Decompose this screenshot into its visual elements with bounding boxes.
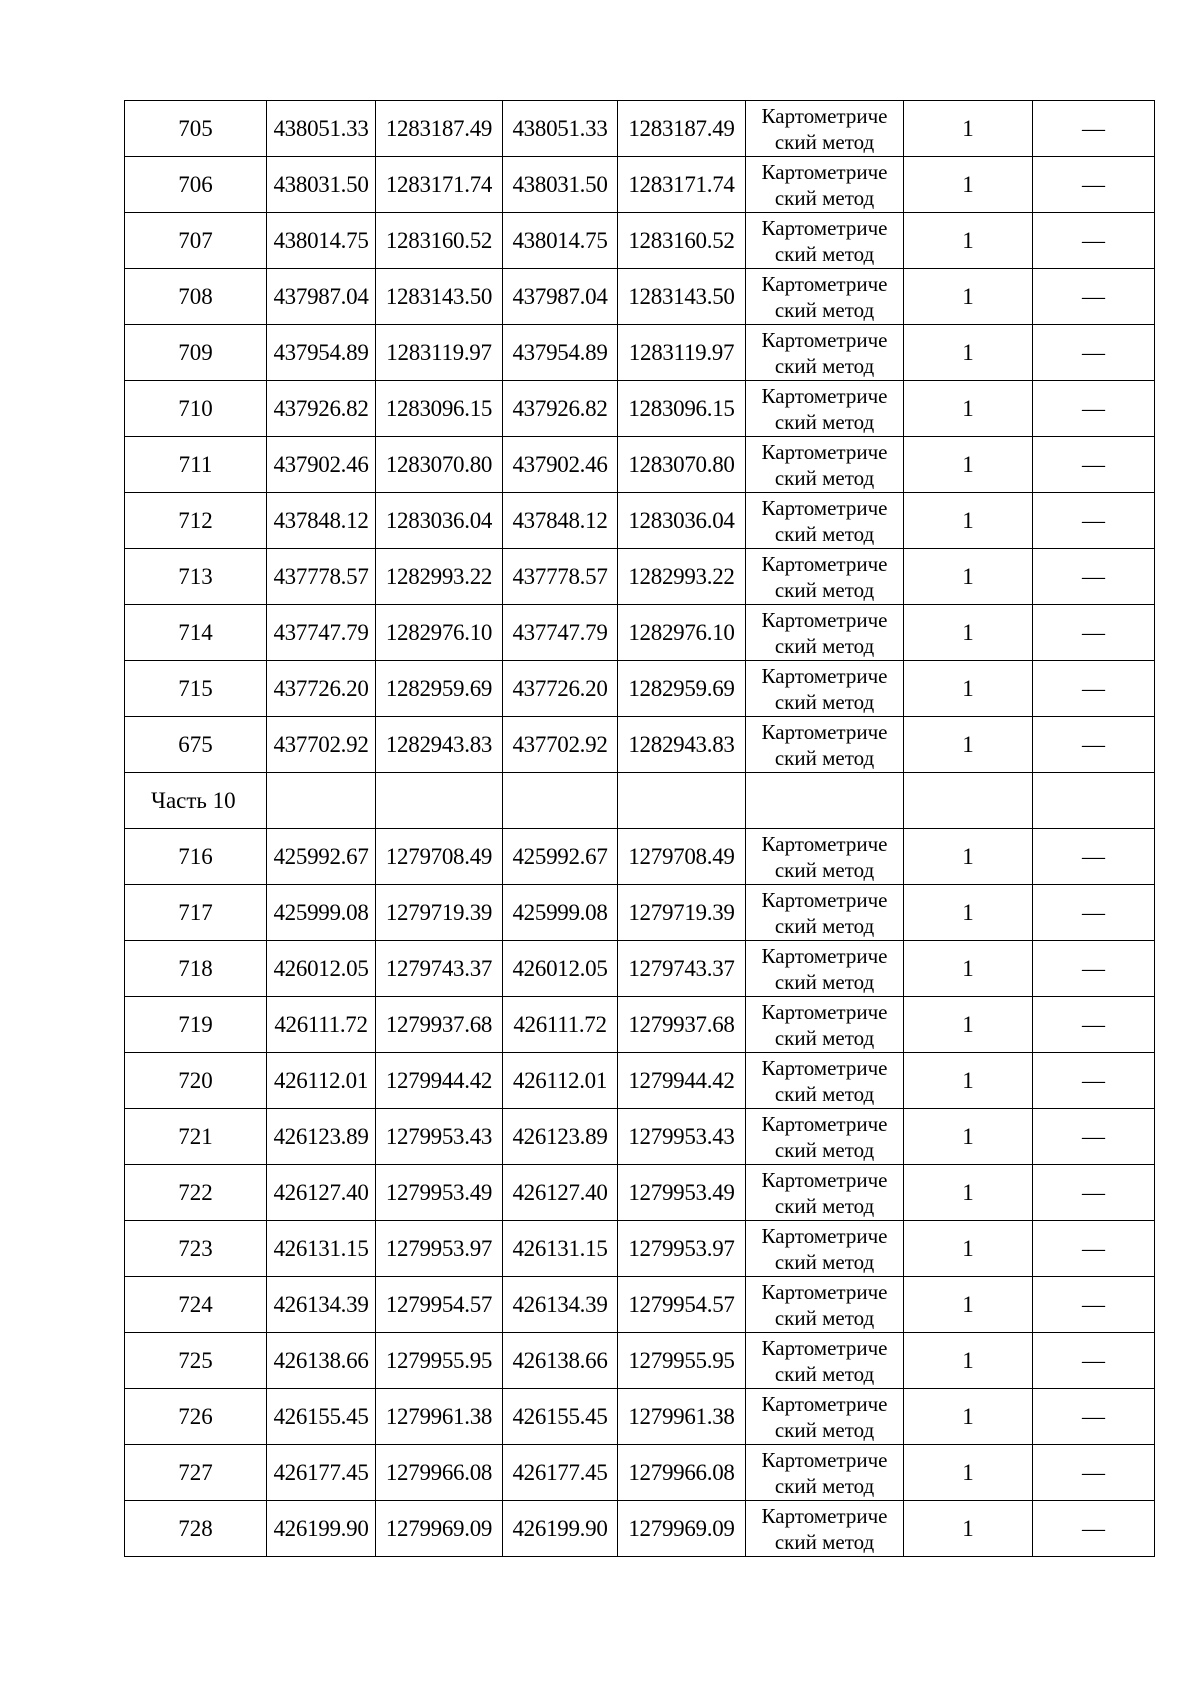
table-row [125, 717, 1155, 773]
coord-x-old: 438014.75 [267, 213, 376, 269]
coord-x-new: 437902.46 [503, 437, 618, 493]
method-text-line: ский метод [774, 297, 875, 322]
method-text-line: Картометриче [761, 1447, 888, 1472]
note-dash: — [1033, 1277, 1155, 1333]
coord-y-new: 1279944.42 [618, 1053, 746, 1109]
coord-y-old: 1279708.49 [376, 829, 503, 885]
table-row [125, 1389, 1155, 1445]
method-text-line: ский метод [774, 633, 875, 658]
point-number: 712 [125, 493, 267, 549]
coord-x-old: 437926.82 [267, 381, 376, 437]
method-text-line: ский метод [774, 1305, 875, 1330]
table-body [125, 101, 1155, 1557]
coord-x-old: 426199.90 [267, 1501, 376, 1557]
method-text-line: Картометриче [761, 719, 888, 744]
coord-x-new: 425999.08 [503, 885, 618, 941]
method-text-line: ский метод [774, 1081, 875, 1106]
method-cell [746, 1221, 904, 1277]
coord-y-new: 1282943.83 [618, 717, 746, 773]
coord-x-old: 426111.72 [267, 997, 376, 1053]
method-cell [746, 437, 904, 493]
method-text-line: ский метод [774, 1361, 875, 1386]
coord-x-new: 437747.79 [503, 605, 618, 661]
method-text-line: ский метод [774, 969, 875, 994]
coord-x-old: 426177.45 [267, 1445, 376, 1501]
accuracy-value: 1 [904, 437, 1033, 493]
method-cell [746, 885, 904, 941]
note-dash: — [1033, 717, 1155, 773]
coord-y-new: 1279953.49 [618, 1165, 746, 1221]
table-row [125, 605, 1155, 661]
table-row [125, 549, 1155, 605]
coord-y-new: 1283143.50 [618, 269, 746, 325]
coord-x-new: 426177.45 [503, 1445, 618, 1501]
coord-x-old: 425992.67 [267, 829, 376, 885]
coord-x-new: 426134.39 [503, 1277, 618, 1333]
accuracy-value: 1 [904, 269, 1033, 325]
accuracy-value: 1 [904, 1277, 1033, 1333]
table-row [125, 213, 1155, 269]
point-number: 707 [125, 213, 267, 269]
coord-x-old: 426012.05 [267, 941, 376, 997]
note-dash: — [1033, 605, 1155, 661]
table-row [125, 1221, 1155, 1277]
coord-x-old: 437778.57 [267, 549, 376, 605]
accuracy-value: 1 [904, 157, 1033, 213]
note-dash: — [1033, 381, 1155, 437]
empty-cell [904, 773, 1033, 829]
coord-y-old: 1279743.37 [376, 941, 503, 997]
coord-y-new: 1279954.57 [618, 1277, 746, 1333]
note-dash: — [1033, 829, 1155, 885]
note-dash: — [1033, 213, 1155, 269]
method-text-line: Картометриче [761, 1223, 888, 1248]
coord-x-old: 437702.92 [267, 717, 376, 773]
method-text-line: ский метод [774, 1529, 875, 1554]
table-row [125, 101, 1155, 157]
method-text-line: Картометриче [761, 383, 888, 408]
table-row [125, 325, 1155, 381]
accuracy-value: 1 [904, 941, 1033, 997]
note-dash: — [1033, 549, 1155, 605]
point-number: 724 [125, 1277, 267, 1333]
note-dash: — [1033, 325, 1155, 381]
accuracy-value: 1 [904, 885, 1033, 941]
point-number: 722 [125, 1165, 267, 1221]
point-number: 714 [125, 605, 267, 661]
accuracy-value: 1 [904, 1501, 1033, 1557]
accuracy-value: 1 [904, 381, 1033, 437]
table-row [125, 1109, 1155, 1165]
accuracy-value: 1 [904, 1445, 1033, 1501]
method-text-line: ский метод [774, 241, 875, 266]
note-dash: — [1033, 941, 1155, 997]
coord-y-old: 1283171.74 [376, 157, 503, 213]
accuracy-value: 1 [904, 1053, 1033, 1109]
empty-cell [267, 773, 376, 829]
method-text-line: Картометриче [761, 439, 888, 464]
method-text-line: Картометриче [761, 1167, 888, 1192]
accuracy-value: 1 [904, 1109, 1033, 1165]
method-text-line: ский метод [774, 465, 875, 490]
accuracy-value: 1 [904, 325, 1033, 381]
note-dash: — [1033, 157, 1155, 213]
note-dash: — [1033, 1445, 1155, 1501]
coord-y-old: 1282943.83 [376, 717, 503, 773]
method-text-line: Картометриче [761, 551, 888, 576]
method-text-line: ский метод [774, 1417, 875, 1442]
method-cell [746, 213, 904, 269]
note-dash: — [1033, 1333, 1155, 1389]
point-number: 675 [125, 717, 267, 773]
coord-x-new: 437954.89 [503, 325, 618, 381]
method-cell [746, 381, 904, 437]
coord-y-old: 1283160.52 [376, 213, 503, 269]
coord-y-new: 1279966.08 [618, 1445, 746, 1501]
table-row [125, 885, 1155, 941]
table-row [125, 493, 1155, 549]
point-number: 711 [125, 437, 267, 493]
accuracy-value: 1 [904, 493, 1033, 549]
method-text-line: ский метод [774, 129, 875, 154]
coord-y-old: 1279953.49 [376, 1165, 503, 1221]
note-dash: — [1033, 885, 1155, 941]
point-number: 723 [125, 1221, 267, 1277]
coord-x-new: 438031.50 [503, 157, 618, 213]
method-text-line: ский метод [774, 521, 875, 546]
table-row [125, 1501, 1155, 1557]
point-number: 705 [125, 101, 267, 157]
method-cell [746, 101, 904, 157]
point-number: 710 [125, 381, 267, 437]
method-cell [746, 661, 904, 717]
note-dash: — [1033, 437, 1155, 493]
coord-y-new: 1279961.38 [618, 1389, 746, 1445]
coord-y-new: 1283070.80 [618, 437, 746, 493]
coord-y-new: 1283171.74 [618, 157, 746, 213]
coord-x-old: 437848.12 [267, 493, 376, 549]
coord-y-new: 1279955.95 [618, 1333, 746, 1389]
coord-x-new: 426127.40 [503, 1165, 618, 1221]
method-text-line: Картометриче [761, 663, 888, 688]
coord-x-new: 426155.45 [503, 1389, 618, 1445]
note-dash: — [1033, 1501, 1155, 1557]
accuracy-value: 1 [904, 101, 1033, 157]
method-cell [746, 829, 904, 885]
coord-y-old: 1282976.10 [376, 605, 503, 661]
method-text-line: ский метод [774, 353, 875, 378]
coord-x-new: 426138.66 [503, 1333, 618, 1389]
point-number: 717 [125, 885, 267, 941]
table-row [125, 661, 1155, 717]
method-text-line: Картометриче [761, 159, 888, 184]
method-cell [746, 325, 904, 381]
point-number: 715 [125, 661, 267, 717]
coord-x-old: 426134.39 [267, 1277, 376, 1333]
table-row [125, 1053, 1155, 1109]
accuracy-value: 1 [904, 829, 1033, 885]
coord-y-old: 1283096.15 [376, 381, 503, 437]
coord-x-old: 437747.79 [267, 605, 376, 661]
method-text-line: Картометриче [761, 103, 888, 128]
method-cell [746, 1501, 904, 1557]
coord-y-new: 1282976.10 [618, 605, 746, 661]
accuracy-value: 1 [904, 661, 1033, 717]
table-row [125, 941, 1155, 997]
coord-x-new: 437926.82 [503, 381, 618, 437]
accuracy-value: 1 [904, 1221, 1033, 1277]
coord-x-old: 426123.89 [267, 1109, 376, 1165]
method-cell [746, 269, 904, 325]
method-text-line: ский метод [774, 409, 875, 434]
method-text-line: ский метод [774, 1193, 875, 1218]
point-number: 709 [125, 325, 267, 381]
method-text-line: Картометриче [761, 607, 888, 632]
coord-x-old: 437954.89 [267, 325, 376, 381]
method-text-line: ский метод [774, 857, 875, 882]
coord-y-old: 1279937.68 [376, 997, 503, 1053]
point-number: 721 [125, 1109, 267, 1165]
note-dash: — [1033, 493, 1155, 549]
point-number: 720 [125, 1053, 267, 1109]
coord-y-old: 1279969.09 [376, 1501, 503, 1557]
note-dash: — [1033, 1165, 1155, 1221]
method-cell [746, 1445, 904, 1501]
method-text-line: Картометриче [761, 271, 888, 296]
coord-y-new: 1279953.43 [618, 1109, 746, 1165]
point-number: 716 [125, 829, 267, 885]
method-text-line: ский метод [774, 1249, 875, 1274]
empty-cell [503, 773, 618, 829]
method-text-line: Картометриче [761, 1111, 888, 1136]
coord-x-new: 437778.57 [503, 549, 618, 605]
coord-x-new: 426199.90 [503, 1501, 618, 1557]
method-text-line: Картометриче [761, 215, 888, 240]
method-cell [746, 1165, 904, 1221]
accuracy-value: 1 [904, 1165, 1033, 1221]
coord-x-old: 437726.20 [267, 661, 376, 717]
coord-y-new: 1283160.52 [618, 213, 746, 269]
table-row [125, 269, 1155, 325]
method-text-line: Картометриче [761, 887, 888, 912]
coord-y-new: 1279937.68 [618, 997, 746, 1053]
coord-y-new: 1283119.97 [618, 325, 746, 381]
coord-x-new: 426012.05 [503, 941, 618, 997]
coord-y-old: 1279955.95 [376, 1333, 503, 1389]
coord-x-new: 426123.89 [503, 1109, 618, 1165]
table-row [125, 1165, 1155, 1221]
coord-y-new: 1283036.04 [618, 493, 746, 549]
coord-x-old: 438031.50 [267, 157, 376, 213]
coord-y-old: 1283119.97 [376, 325, 503, 381]
coord-x-old: 426155.45 [267, 1389, 376, 1445]
accuracy-value: 1 [904, 605, 1033, 661]
method-text-line: Картометриче [761, 1391, 888, 1416]
coord-y-old: 1279953.43 [376, 1109, 503, 1165]
method-cell [746, 1109, 904, 1165]
accuracy-value: 1 [904, 549, 1033, 605]
coord-y-old: 1283143.50 [376, 269, 503, 325]
empty-cell [618, 773, 746, 829]
point-number: 713 [125, 549, 267, 605]
method-text-line: ский метод [774, 1025, 875, 1050]
accuracy-value: 1 [904, 1333, 1033, 1389]
accuracy-value: 1 [904, 997, 1033, 1053]
empty-cell [1033, 773, 1155, 829]
coord-y-new: 1282959.69 [618, 661, 746, 717]
method-cell [746, 1333, 904, 1389]
point-number: 726 [125, 1389, 267, 1445]
point-number: 708 [125, 269, 267, 325]
section-label: Часть 10 [125, 773, 267, 829]
method-cell [746, 717, 904, 773]
coord-x-old: 426131.15 [267, 1221, 376, 1277]
coord-y-old: 1279953.97 [376, 1221, 503, 1277]
method-text-line: Картометриче [761, 1335, 888, 1360]
coord-x-new: 425992.67 [503, 829, 618, 885]
note-dash: — [1033, 269, 1155, 325]
coord-y-new: 1279708.49 [618, 829, 746, 885]
method-cell [746, 157, 904, 213]
coord-x-new: 426112.01 [503, 1053, 618, 1109]
method-text-line: Картометриче [761, 495, 888, 520]
coord-y-old: 1279961.38 [376, 1389, 503, 1445]
coord-x-new: 437987.04 [503, 269, 618, 325]
coord-y-new: 1279953.97 [618, 1221, 746, 1277]
empty-cell [376, 773, 503, 829]
table-row [125, 157, 1155, 213]
note-dash: — [1033, 661, 1155, 717]
coord-x-old: 438051.33 [267, 101, 376, 157]
coord-y-new: 1279743.37 [618, 941, 746, 997]
method-cell [746, 605, 904, 661]
method-text-line: Картометриче [761, 1279, 888, 1304]
method-text-line: ский метод [774, 745, 875, 770]
coord-y-new: 1279969.09 [618, 1501, 746, 1557]
point-number: 725 [125, 1333, 267, 1389]
note-dash: — [1033, 1053, 1155, 1109]
coordinates-table [124, 100, 1155, 1557]
coord-y-old: 1279966.08 [376, 1445, 503, 1501]
table-row [125, 381, 1155, 437]
table-row [125, 997, 1155, 1053]
note-dash: — [1033, 1389, 1155, 1445]
coord-x-old: 437902.46 [267, 437, 376, 493]
method-cell [746, 1277, 904, 1333]
coord-x-old: 437987.04 [267, 269, 376, 325]
coord-x-new: 437848.12 [503, 493, 618, 549]
coord-y-old: 1279719.39 [376, 885, 503, 941]
method-text-line: Картометриче [761, 1503, 888, 1528]
method-cell [746, 549, 904, 605]
method-text-line: Картометриче [761, 327, 888, 352]
coord-x-old: 426127.40 [267, 1165, 376, 1221]
table-row [125, 829, 1155, 885]
point-number: 718 [125, 941, 267, 997]
coord-y-new: 1282993.22 [618, 549, 746, 605]
coord-y-old: 1279954.57 [376, 1277, 503, 1333]
coord-x-old: 426112.01 [267, 1053, 376, 1109]
method-text-line: ский метод [774, 1473, 875, 1498]
method-text-line: Картометриче [761, 943, 888, 968]
coord-x-old: 425999.08 [267, 885, 376, 941]
method-text-line: ский метод [774, 577, 875, 602]
coord-y-new: 1279719.39 [618, 885, 746, 941]
coord-x-new: 426111.72 [503, 997, 618, 1053]
coord-y-old: 1279944.42 [376, 1053, 503, 1109]
coord-x-new: 437702.92 [503, 717, 618, 773]
method-text-line: Картометриче [761, 831, 888, 856]
coord-x-new: 438014.75 [503, 213, 618, 269]
table-row [125, 1277, 1155, 1333]
method-text-line: ский метод [774, 689, 875, 714]
coord-x-new: 438051.33 [503, 101, 618, 157]
method-text-line: Картометриче [761, 1055, 888, 1080]
method-cell [746, 1053, 904, 1109]
method-cell [746, 1389, 904, 1445]
coord-x-new: 437726.20 [503, 661, 618, 717]
coord-y-old: 1283187.49 [376, 101, 503, 157]
accuracy-value: 1 [904, 1389, 1033, 1445]
table-row [125, 437, 1155, 493]
method-text-line: ский метод [774, 913, 875, 938]
accuracy-value: 1 [904, 717, 1033, 773]
coord-y-old: 1282959.69 [376, 661, 503, 717]
method-cell [746, 941, 904, 997]
note-dash: — [1033, 997, 1155, 1053]
coord-y-old: 1283036.04 [376, 493, 503, 549]
note-dash: — [1033, 1109, 1155, 1165]
coord-y-old: 1283070.80 [376, 437, 503, 493]
coord-y-old: 1282993.22 [376, 549, 503, 605]
table-row [125, 1333, 1155, 1389]
coord-y-new: 1283187.49 [618, 101, 746, 157]
coord-y-new: 1283096.15 [618, 381, 746, 437]
coord-x-new: 426131.15 [503, 1221, 618, 1277]
table-row [125, 1445, 1155, 1501]
point-number: 719 [125, 997, 267, 1053]
note-dash: — [1033, 101, 1155, 157]
method-cell [746, 493, 904, 549]
method-cell [746, 997, 904, 1053]
method-text-line: ский метод [774, 1137, 875, 1162]
empty-cell [746, 773, 904, 829]
method-text-line: Картометриче [761, 999, 888, 1024]
point-number: 727 [125, 1445, 267, 1501]
point-number: 728 [125, 1501, 267, 1557]
point-number: 706 [125, 157, 267, 213]
section-header-row [125, 773, 1155, 829]
coord-x-old: 426138.66 [267, 1333, 376, 1389]
accuracy-value: 1 [904, 213, 1033, 269]
method-text-line: ский метод [774, 185, 875, 210]
note-dash: — [1033, 1221, 1155, 1277]
